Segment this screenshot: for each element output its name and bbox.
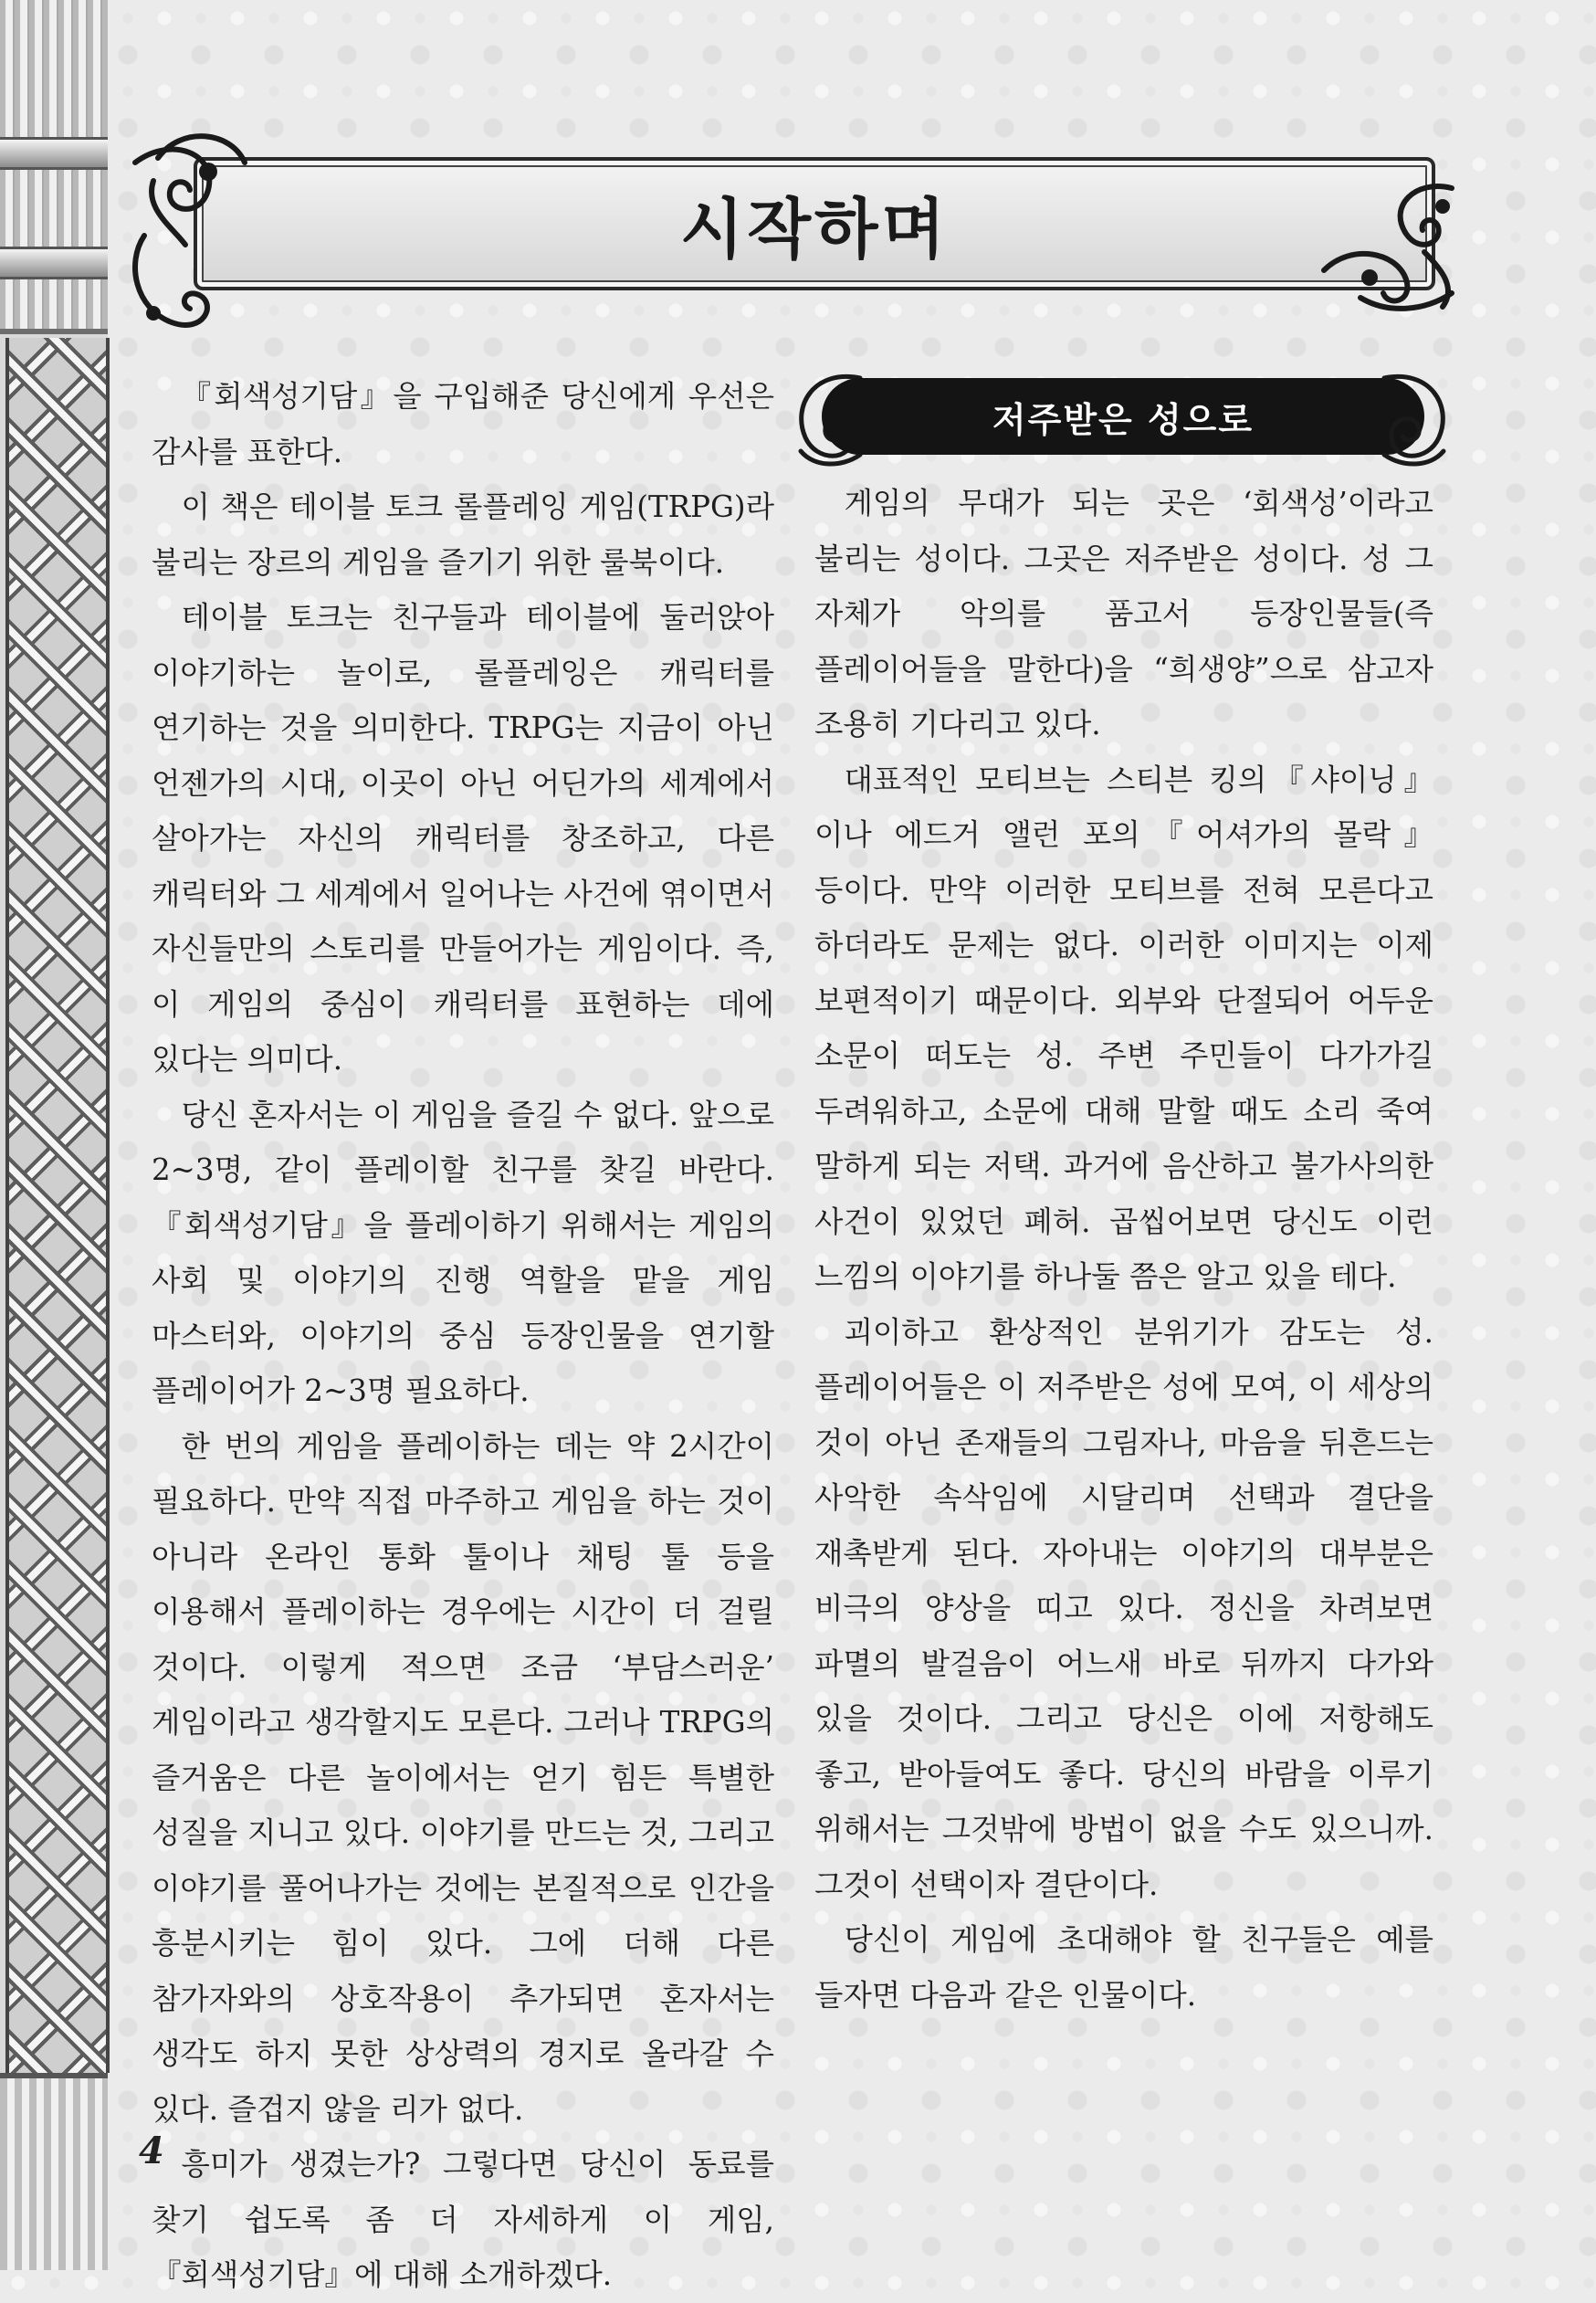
celtic-knot-ornament — [5, 338, 110, 2073]
left-flourish-ornament — [117, 126, 254, 354]
right-column — [814, 476, 1433, 2023]
chapter-title-banner — [194, 157, 1435, 290]
right-flourish-ornament — [1306, 170, 1470, 316]
page-number: 4 — [139, 2129, 164, 2172]
paragraph: 흥미가 생겼는가? 그렇다면 당신이 동료를 찾기 쉽도록 좀 더 자세하게 이 게임,『회색성기담』에 대해 소개하겠다. — [152, 2147, 774, 2292]
section-title: 저주받은 성으로 — [992, 399, 1255, 440]
paragraph: 게임의 무대가 되는 곳은 ‘회색성’이라고 불리는 성이다. 그곳은 저주받은 성이다. 성 그 자체가 악의를 품고서 등장인물들(즉 플레이어들을 말한다)을 “희생양”으로 삼고자 조용히 기다리고 있다. — [814, 486, 1433, 741]
paragraph: 대표적인 모티브는 스티븐 킹의『샤이닝』이나 에드거 앨런 포의『어셔가의 몰락』등이다. 만약 이러한 모티브를 전혀 모른다고 하더라도 문제는 없다. 이러한 이미지는 이제 보편적이기 때문이다. 외부와 단절되어 어두운 소문이 떠도는 성. 주변 주민들이 다가가길 두려워하고, 소문에 대해 말할 때도 소리 죽여 말하게 되는 저택. 과거에 음산하고 불가사의한 사건이 있었던 폐허. 곱씹어보면 당신도 이런 느낌의 이야기를 하나둘 쯤은 알고 있을 테다. — [814, 762, 1433, 1294]
chapter-title: 시작하며 — [679, 191, 950, 268]
pillar-base — [0, 2073, 108, 2270]
paragraph: 테이블 토크는 친구들과 테이블에 둘러앉아 이야기하는 놀이로, 롤플레잉은 캐릭터를 연기하는 것을 의미한다. TRPG는 지금이 아닌 언젠가의 시대, 이곳이 아닌 어딘가의 세계에서 살아가는 자신의 캐릭터를 창조하고, 다른 캐릭터와 그 세계에서 일어나는 사건에 엮이면서 자신들만의 스토리를 만들어가는 게임이다. 즉, 이 게임의 중심이 캐릭터를 표현하는 데에 있다는 의미다. — [152, 600, 774, 1077]
paragraph: 이 책은 테이블 토크 롤플레잉 게임(TRPG)라 불리는 장르의 게임을 즐기기 위한 룰북이다. — [152, 489, 774, 580]
left-column — [152, 369, 774, 2303]
pillar-band — [0, 137, 108, 170]
decorative-pillar — [0, 0, 108, 2265]
paragraph: 『회색성기담』을 구입해준 당신에게 우선은 감사를 표한다. — [152, 379, 774, 469]
paragraph: 괴이하고 환상적인 분위기가 감도는 성. 플레이어들은 이 저주받은 성에 모여, 이 세상의 것이 아닌 존재들의 그림자나, 마음을 뒤흔드는 사악한 속삭임에 시달리며 선택과 결단을 재촉받게 된다. 자아내는 이야기의 대부분은 비극의 양상을 띠고 있다. 정신을 차려보면 파멸의 발걸음이 어느새 바로 뒤까지 다가와 있을 것이다. 그리고 당신은 이에 저항해도 좋고, 받아들여도 좋다. 당신의 바람을 이루기 위해서는 그것밖에 방법이 없을 수도 있으니까. 그것이 선택이자 결단이다. — [814, 1314, 1433, 1902]
paragraph: 당신 혼자서는 이 게임을 즐길 수 없다. 앞으로 2~3명, 같이 플레이할 친구를 찾길 바란다.『회색성기담』을 플레이하기 위해서는 게임의 사회 및 이야기의 진행 역할을 맡을 게임 마스터와, 이야기의 중심 등장인물을 연기할 플레이어가 2~3명 필요하다. — [152, 1097, 774, 1408]
pillar-band — [0, 247, 108, 279]
paragraph: 한 번의 게임을 플레이하는 데는 약 2시간이 필요하다. 만약 직접 마주하고 게임을 하는 것이 아니라 온라인 통화 툴이나 채팅 툴 등을 이용해서 플레이하는 경우에는 시간이 더 걸릴 것이다. 이렇게 적으면 조금 ‘부담스러운’ 게임이라고 생각할지도 모른다. 그러나 TRPG의 즐거움은 다른 놀이에서는 얻기 힘든 특별한 성질을 지니고 있다. 이야기를 만드는 것, 그리고 이야기를 풀어나가는 것에는 본질적으로 인간을 흥분시키는 힘이 있다. 그에 더해 다른 참가자와의 상호작용이 추가되면 혼자서는 생각도 하지 못한 상상력의 경지로 올라갈 수 있다. 즐겁지 않을 리가 없다. — [152, 1428, 774, 2127]
section-swirl-right-ornament — [1375, 360, 1457, 473]
paragraph: 당신이 게임에 초대해야 할 친구들은 예를 들자면 다음과 같은 인물이다. — [814, 1922, 1433, 2013]
section-header — [822, 378, 1424, 455]
